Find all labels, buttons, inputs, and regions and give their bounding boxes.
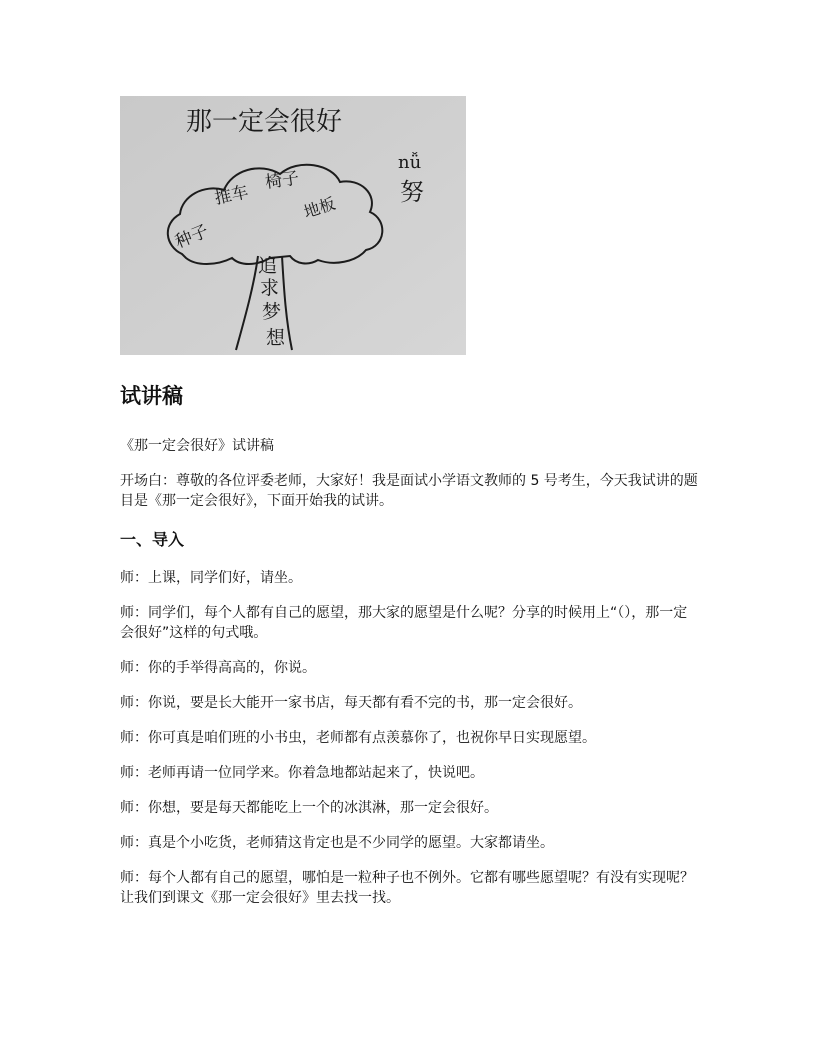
word-floor: 地板 (301, 193, 338, 222)
word-seed: 种子 (172, 221, 212, 253)
section-heading-introduction: 一、导入 (120, 530, 185, 549)
word-cart: 推车 (212, 182, 251, 209)
dialogue-line: 师：上课，同学们好，请坐。 (120, 570, 302, 586)
blackboard-sketch-photo (120, 96, 466, 355)
document-body (120, 378, 700, 908)
page-title: 试讲稿 (120, 384, 183, 408)
dialogue-line: 师：你说，要是长大能开一家书店，每天都有看不完的书，那一定会很好。 (120, 695, 582, 711)
dialogue-line: 师：你可真是咱们班的小书虫，老师都有点羡慕你了，也祝你早日实现愿望。 (120, 730, 596, 746)
dialogue-line: 师：每个人都有自己的愿望，哪怕是一粒种子也不例外。它都有哪些愿望呢？有没有实现呢？让我们到课文《那一定会很好》里去找一找。 (120, 870, 694, 906)
dialogue-line: 师：你想，要是每天都能吃上一个的冰淇淋，那一定会很好。 (120, 800, 498, 816)
trunk-char-3: 梦 (262, 301, 282, 323)
side-character: 努 (400, 178, 424, 206)
dialogue-line: 师：老师再请一位同学来。你着急地都站起来了，快说吧。 (120, 765, 484, 781)
tree-sketch (120, 96, 466, 355)
word-chair: 椅子 (263, 168, 301, 193)
trunk-char-1: 追 (258, 255, 278, 277)
trunk-char-2: 求 (260, 277, 280, 299)
sketch-title: 那一定会很好 (186, 107, 343, 137)
opening-paragraph: 开场白：尊敬的各位评委老师，大家好！我是面试小学语文教师的 5 号考生，今天我试讲的题目是《那一定会很好》，下面开始我的试讲。 (120, 473, 698, 509)
dialogue-line: 师：真是个小吃货，老师猜这肯定也是不少同学的愿望。大家都请坐。 (120, 835, 554, 851)
document-subtitle: 《那一定会很好》试讲稿 (120, 438, 274, 454)
pinyin-annotation: nǚ (398, 152, 422, 173)
dialogue-line: 师：你的手举得高高的，你说。 (120, 660, 316, 676)
dialogue-line: 师：同学们，每个人都有自己的愿望，那大家的愿望是什么呢？分享的时候用上“（），那一定会很好”这样的句式哦。 (120, 605, 688, 641)
trunk-char-4: 想 (266, 327, 286, 349)
